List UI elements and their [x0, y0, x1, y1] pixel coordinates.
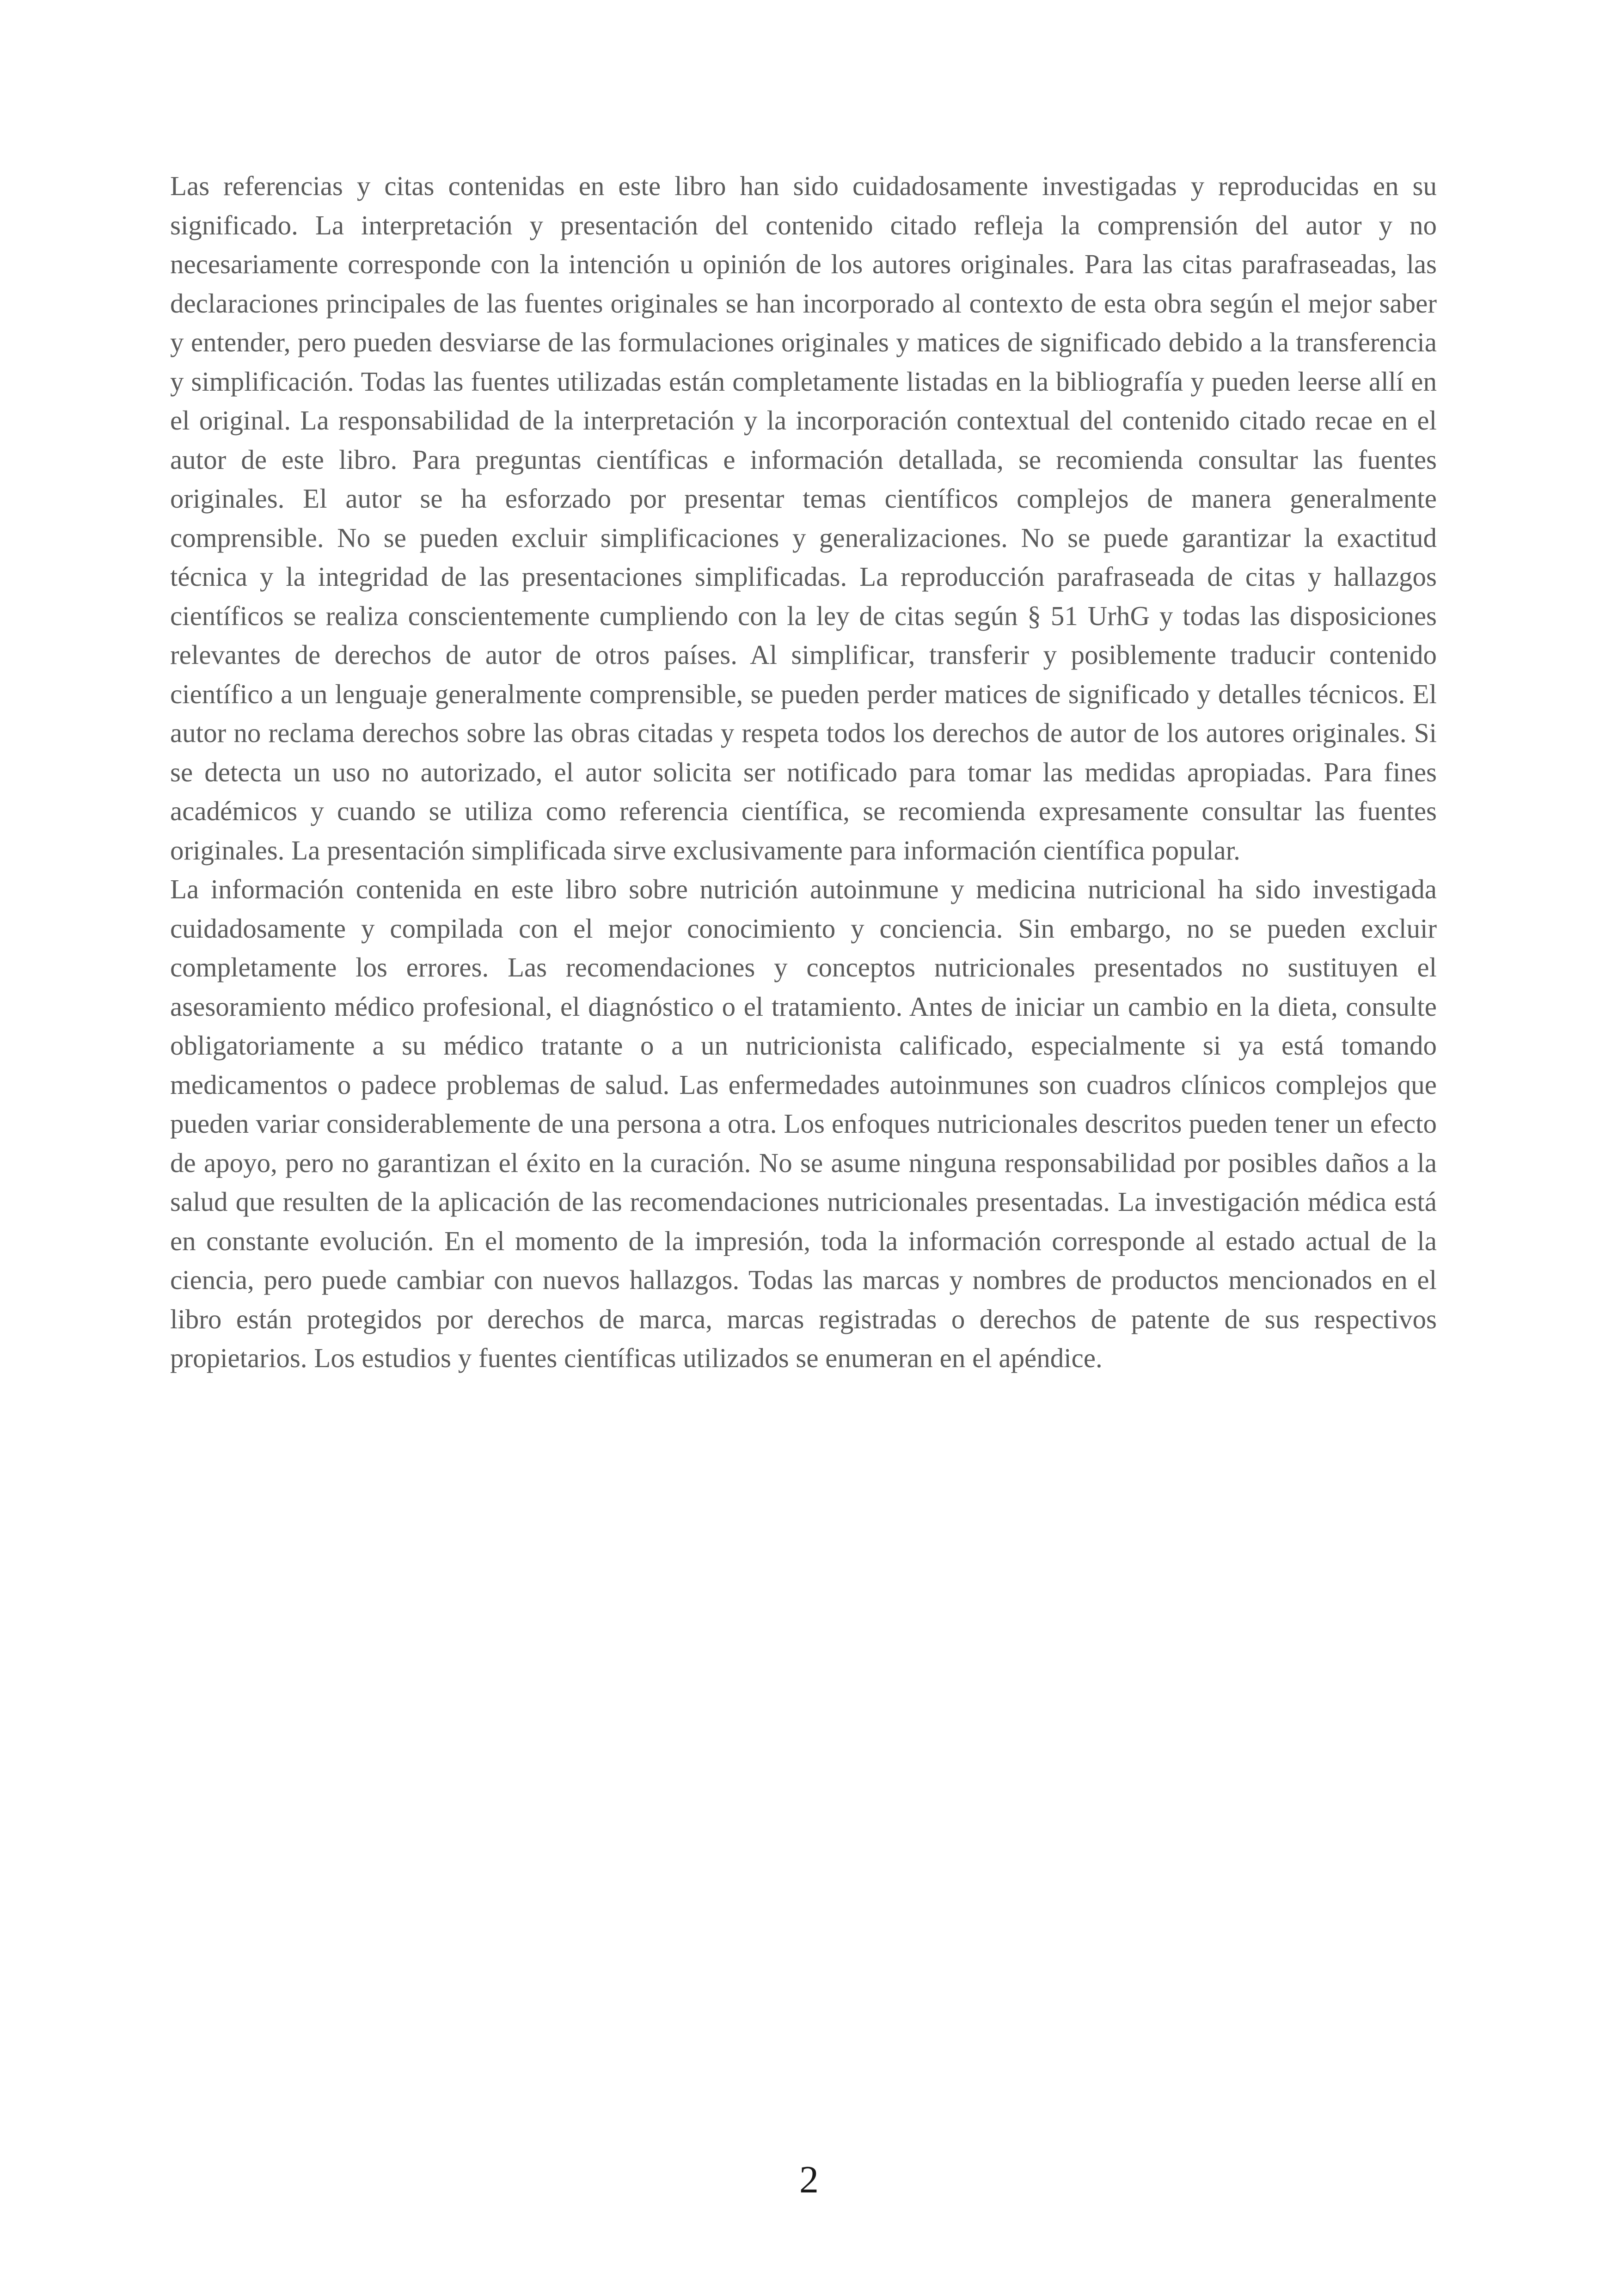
disclaimer-text-block: [170, 166, 1437, 1378]
citation-disclaimer-paragraph: Las referencias y citas contenidas en este libro han sido cuidadosamente investigadas y reproducidas en su significado. La interpretación y presentación del contenido citado refleja la comprensión del autor y no necesariamente corresponde con la intención u opinión de los autores originales. Para las citas parafraseadas, las declaraciones principales de las fuentes originales se han incorporado al contexto de esta obra según el mejor saber y entender, pero pueden desviarse de las formulaciones originales y matices de significado debido a la transferencia y simplificación. Todas las fuentes utilizadas están completamente listadas en la bibliografía y pueden leerse allí en el original. La responsabilidad de la interpretación y la incorporación contextual del contenido citado recae en el autor de este libro. Para preguntas científicas e información detallada, se recomienda consultar las fuentes originales. El autor se ha esforzado por presentar temas científicos complejos de manera generalmente comprensible. No se pueden excluir simplificaciones y generalizaciones. No se puede garantizar la exactitud técnica y la integridad de las presentaciones simplificadas. La reproducción parafraseada de citas y hallazgos científicos se realiza conscientemente cumpliendo con la ley de citas según § 51 UrhG y todas las disposiciones relevantes de derechos de autor de otros países. Al simplificar, transferir y posiblemente traducir contenido científico a un lenguaje generalmente comprensible, se pueden perder matices de significado y detalles técnicos. El autor no reclama derechos sobre las obras citadas y respeta todos los derechos de autor de los autores originales. Si se detecta un uso no autorizado, el autor solicita ser notificado para tomar las medidas apropiadas. Para fines académicos y cuando se utiliza como referencia científica, se recomienda expresamente consultar las fuentes originales. La presentación simplificada sirve exclusivamente para información científica popular.: [170, 171, 1437, 866]
medical-disclaimer-paragraph: La información contenida en este libro sobre nutrición autoinmune y medicina nutricional ha sido investigada cuidadosamente y compilada con el mejor conocimiento y conciencia. Sin embargo, no se pueden excluir completamente los errores. Las recomendaciones y conceptos nutricionales presentados no sustituyen el asesoramiento médico profesional, el diagnóstico o el tratamiento. Antes de iniciar un cambio en la dieta, consulte obligatoriamente a su médico tratante o a un nutricionista calificado, especialmente si ya está tomando medicamentos o padece problemas de salud. Las enfermedades autoinmunes son cuadros clínicos complejos que pueden variar considerablemente de una persona a otra. Los enfoques nutricionales descritos pueden tener un efecto de apoyo, pero no garantizan el éxito en la curación. No se asume ninguna responsabilidad por posibles daños a la salud que resulten de la aplicación de las recomendaciones nutricionales presentadas. La investigación médica está en constante evolución. En el momento de la impresión, toda la información corresponde al estado actual de la ciencia, pero puede cambiar con nuevos hallazgos. Todas las marcas y nombres de productos mencionados en el libro están protegidos por derechos de marca, marcas registradas o derechos de patente de sus respectivos propietarios. Los estudios y fuentes científicas utilizados se enumeran en el apéndice.: [170, 874, 1437, 1373]
page-number: 2: [799, 2158, 819, 2201]
